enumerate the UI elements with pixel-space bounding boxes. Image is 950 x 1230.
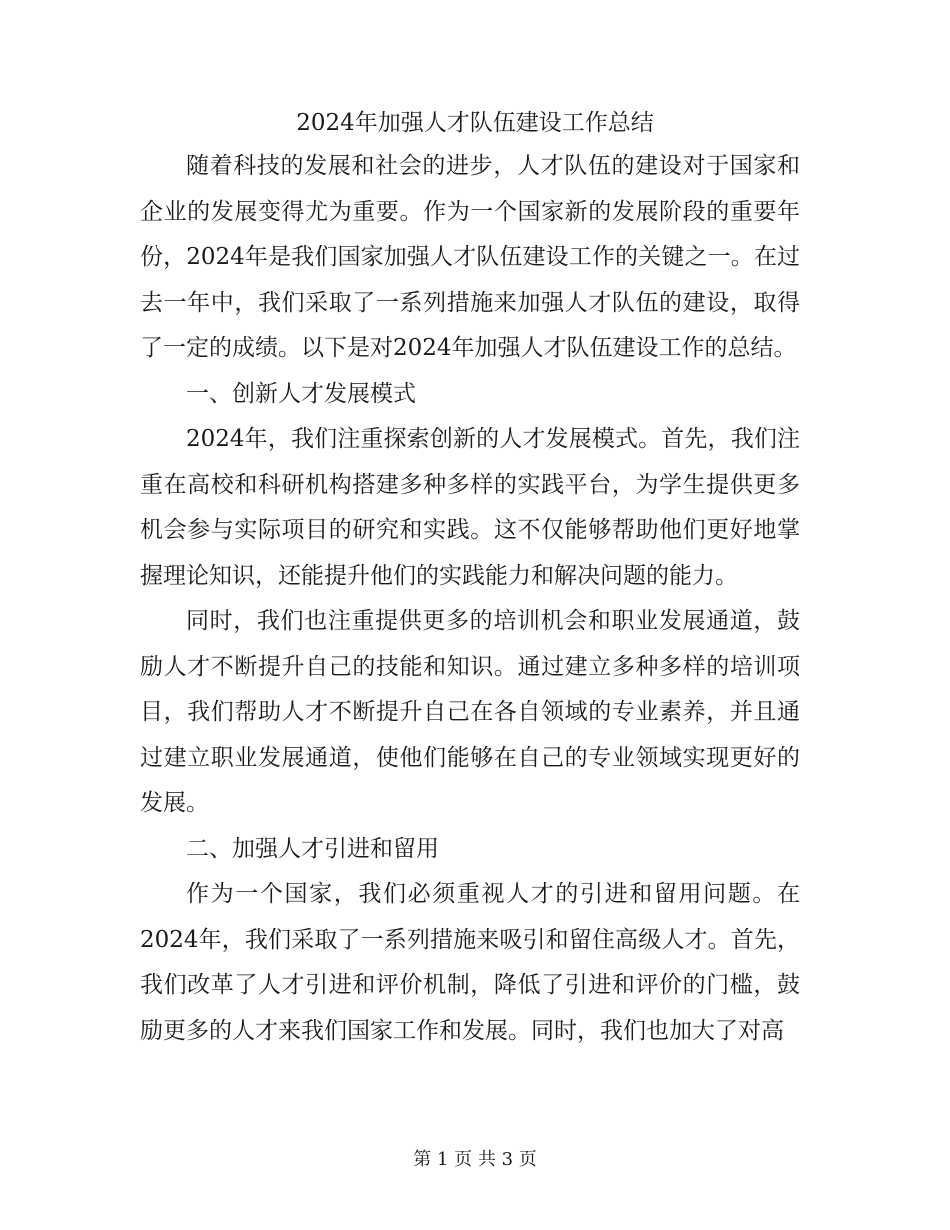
paragraph-section2-a: 作为一个国家，我们必须重视人才的引进和留用问题。在2024年，我们采取了一系列措施来吸引和留住高级人才。首先，我们改革了人才引进和评价机制，降低了引进和评价的门槛，鼓励更多的人才来我们国家工作和发展。同时，我们也加大了对高 [140,881,800,1044]
paragraph-section1-a: 2024年，我们注重探索创新的人才发展模式。首先，我们注重在高校和科研机构搭建多种多样的实践平台，为学生提供更多机会参与实际项目的研究和实践。这不仅能够帮助他们更好地掌握理论知识，还能提升他们的实践能力和解决问题的能力。 [140,426,800,589]
page-footer: 第 1 页 共 3 页 [413,1149,537,1170]
section-heading-2: 二、加强人才引进和留用 [186,835,439,862]
paragraph-section1-b: 同时，我们也注重提供更多的培训机会和职业发展通道，鼓励人才不断提升自己的技能和知识。通过建立多种多样的培训项目，我们帮助人才不断提升自己在各自领域的专业素养，并且通过建立职业发展通道，使他们能够在自己的专业领域实现更好的发展。 [140,608,800,816]
document-title: 2024年加强人才队伍建设工作总结 [296,110,654,136]
document-body [140,144,800,1054]
paragraph-intro: 随着科技的发展和社会的进步，人才队伍的建设对于国家和企业的发展变得尤为重要。作为一个国家新的发展阶段的重要年份，2024年是我们国家加强人才队伍建设工作的关键之一。在过去一年中，我们采取了一系列措施来加强人才队伍的建设，取得了一定的成绩。以下是对2024年加强人才队伍建设工作的总结。 [140,153,800,361]
section-heading-1: 一、创新人才发展模式 [186,380,416,407]
